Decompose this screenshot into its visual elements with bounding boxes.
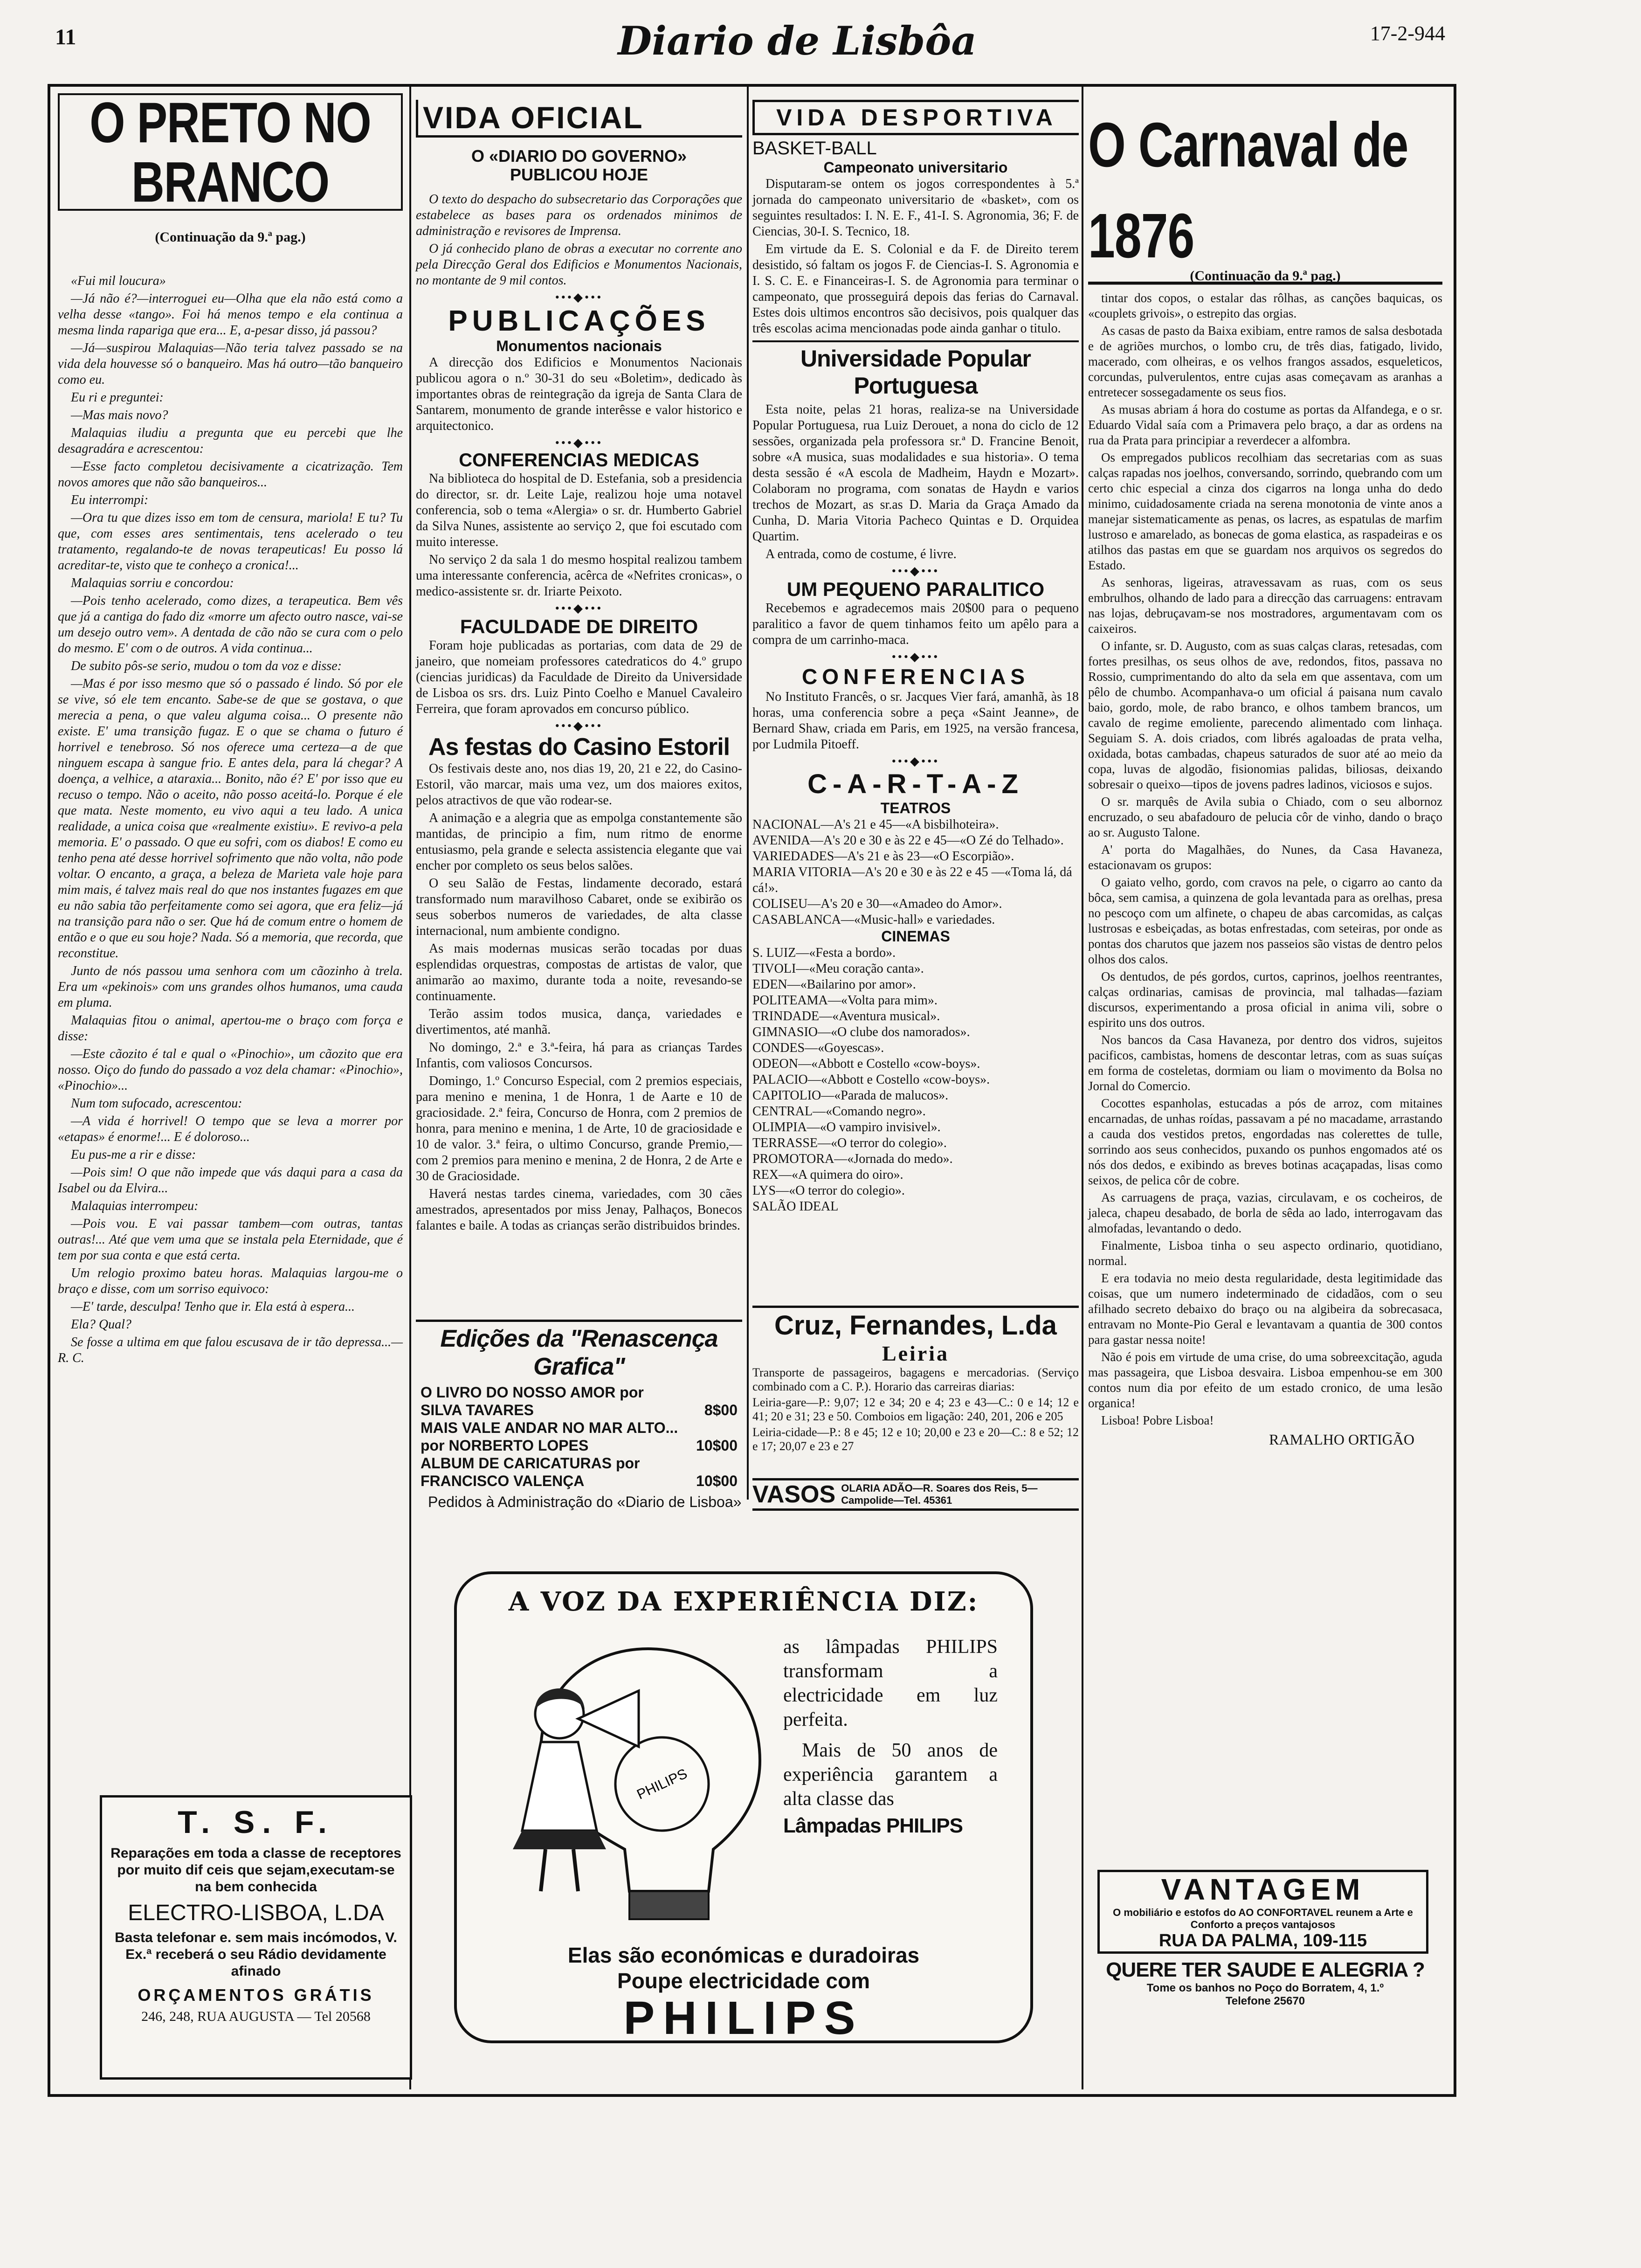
preto-body: [58, 273, 403, 1366]
cinema-item: REX—«A quimera do oiro».: [752, 1168, 903, 1182]
philips-body: [783, 1635, 998, 1838]
preto-paragraph: Num tom sufocado, acrescentou:: [71, 1096, 242, 1111]
carnaval-signature: RAMALHO ORTIGÃO: [1269, 1431, 1414, 1448]
philips-headline: A VOZ DA EXPERIÊNCIA DIZ:: [508, 1586, 979, 1617]
edicoes-title: Edições da "Renascença Grafica": [440, 1325, 718, 1380]
carnaval-title: O Carnaval de 1876: [1088, 100, 1442, 285]
carnaval-continuation: (Continuação da 9.ª pag.): [1190, 268, 1341, 284]
cinema-item: TIVOLI—«Meu coração canta».: [752, 961, 924, 976]
cruz-line2: Leiria-cidade—P.: 8 e 45; 12 e 10; 20,00 e 23 e 20—C.: 8 e 52; 12 e 17; 20,07 e 23 e 27: [752, 1425, 1079, 1453]
teatro-item: AVENIDA—A's 20 e 30 e às 22 e 45—«O Zé do Telhado».: [752, 833, 1064, 848]
cinema-item: CAPITOLIO—«Parada de malucos».: [752, 1088, 949, 1103]
column-rule: [1082, 87, 1083, 2089]
bulb-label: PHILIPS: [634, 1766, 690, 1803]
edicoes-row: [416, 1454, 742, 1490]
cinema-item: EDEN—«Bailarino por amor».: [752, 977, 916, 992]
saude-title: QUERE TER SAUDE E ALEGRIA ?: [1106, 1958, 1425, 1981]
column-vida-oficial: [416, 100, 742, 1236]
preto-paragraph: Eu pus-me a rir e disse:: [71, 1148, 196, 1162]
cinema-item: CONDES—«Goyescas».: [752, 1041, 884, 1055]
column-rule: [747, 87, 749, 1500]
cinema-item: OLIMPIA—«O vampiro invisivel».: [752, 1120, 941, 1134]
masthead: Diario de Lisbôa: [618, 18, 977, 64]
philips-body1: as lâmpadas PHILIPS transformam a electricidade em luz perfeita.: [783, 1636, 998, 1730]
conferencias-medicas-title: CONFERENCIAS MEDICAS: [459, 450, 699, 470]
cinema-item: TRINDADE—«Aventura musical».: [752, 1009, 940, 1023]
estoril-paragraph: Os festivais deste ano, nos dias 19, 20, 21 e 22, do Casino-Estoril, vão marcar, mais uma vez, um dos maiores exitos, pelos atractivos de que vão rodear-se.: [416, 761, 742, 808]
estoril-title: As festas do Casino Estoril: [428, 733, 730, 761]
preto-paragraph: Se fosse a ultima em que falou escusava de ir tão depressa...—R. C.: [58, 1335, 403, 1365]
carnaval-paragraph: A' porta do Magalhães, do Nunes, da Casa Havaneza, estacionavam os grupos:: [1088, 843, 1442, 872]
universidade-text: [752, 402, 1079, 562]
conferencias-medicas-p1: Na biblioteca do hospital de D. Estefania, sob a presidencia do director, sr. dr. Leite Laje, realizou hoje uma notavel conferencia, sob o tema «Alergia» o sr. dr. Humberto Gabriel da Silva Nunes, assistente ao serviço 2, que foi escutado com muito interesse.: [416, 471, 742, 549]
cinema-item: S. LUIZ—«Festa a bordo».: [752, 946, 896, 960]
saude-ad: [1088, 1958, 1442, 2008]
ornament: •••◆•••: [555, 602, 603, 615]
vasos-word: VASOS: [752, 1481, 836, 1508]
paralitico-title: UM PEQUENO PARALITICO: [786, 578, 1045, 600]
vida-oficial-title-box: [416, 100, 742, 138]
carnaval-body: [1088, 290, 1442, 1428]
column-vida-desportiva: [752, 100, 1079, 1215]
cinema-item: CENTRAL—«Comando negro».: [752, 1104, 926, 1119]
ornament: •••◆•••: [555, 719, 603, 733]
edicoes-footer: Pedidos à Administração do «Diario de Lisboa»: [428, 1494, 742, 1510]
vida-oficial-sub: O «DIARIO DO GOVERNO» PUBLICOU HOJE: [471, 146, 687, 184]
faculdade-text: [416, 638, 742, 717]
teatro-item: VARIEDADES—A's 21 e às 23—«O Escorpião».: [752, 849, 1014, 864]
universidade-p2: A entrada, como de costume, é livre.: [765, 547, 957, 561]
carnaval-paragraph: Os empregados publicos recolhiam das secretarias com as suas calças rapadas nos joelhos, conversando, sorrindo, quebrando com um certo chic especial a cinza dos cigarros na longa unha do dedo minimo, cuidadosamente criada na serena monotonia de vinte anos a manejar sistematicamente as penas, os lacres, as espatulas de marfim lustroso e amarelado, as bonecas de goma elastica, as raspadeiras e os atilhos das pastas em que se guardam nos arquivos os segredos do Estado.: [1088, 450, 1442, 572]
cinema-item: PALACIO—«Abbott e Costello «cow-boys».: [752, 1072, 990, 1087]
philips-ad: [454, 1571, 1033, 2043]
preto-paragraph: Eu ri e preguntei:: [71, 390, 164, 405]
faculdade-title: FACULDADE DE DIREITO: [460, 615, 698, 637]
edicoes-row-label: MAIS VALE ANDAR NO MAR ALTO... por NORBERTO LOPES: [421, 1419, 678, 1454]
preto-paragraph: —Esse facto completou decisivamente a cicatrização. Tem novos amores que não são banqueiros...: [58, 459, 403, 490]
preto-paragraph: —Mas mais novo?: [71, 408, 168, 422]
cruz-text: Transporte de passageiros, bagagens e mercadorias. (Serviço combinado com a C. P.). Horario das carreiras diarias:: [752, 1366, 1079, 1393]
conferencias-text: [752, 689, 1079, 753]
cruz-city: Leiria: [882, 1341, 950, 1365]
universidade-p1: Esta noite, pelas 21 horas, realiza-se na Universidade Popular Portuguesa, rua Luiz Derouet, a nona do ciclo de 12 sessões, organizada pela professora sr.ª D. Francine Benoit, sobre «A musica, suas modalidades e sua historia». O tema desta sessão é «A escola de Madheim, Haydn e Mozart». Colaboram no programa, com sonatas de Haydn e varios trechos de Mozart, as sr.as D. Maria da Graça Amado da Cunha, D. Maria Vitoria Pacheco Quintas e D. Orquidea Quartim.: [752, 402, 1079, 544]
teatros-list: [752, 817, 1079, 928]
edicoes-row-price: 10$00: [696, 1473, 738, 1489]
preto-paragraph: —Já—suspirou Malaquias—Não teria talvez passado se na vida dela houvesse só o banqueiro. Mas há outro—tão banqueiro como eu.: [58, 341, 403, 387]
cinema-item: SALÃO IDEAL: [752, 1199, 839, 1214]
conferencias-medicas-p2: No serviço 2 da sala 1 do mesmo hospital realizou tambem uma interessante conferencia, acêrca de «Nefrites cronicas», o medico-assistente sr. dr. Iriarte Peixoto.: [416, 553, 742, 599]
teatro-item: COLISEU—A's 20 e 30—«Amadeo do Amor».: [752, 897, 1002, 911]
paralitico-text: [752, 601, 1079, 648]
estoril-paragraph: Domingo, 1.º Concurso Especial, com 2 premios especiais, para menino e menina, 1 de Honra, 1 de Aarte e 10 de graciosidade. 2.ª feira, Concurso de Honra, com 2 premios de honra, para menino e menina, 1 de Arte, 10 de graciosidade e 10 de valor. 3.ª feira, o ultimo Concurso, grande Premio,—com 2 premios para menino e menina, 2 de Honra, 2 de Arte e 30 de Graciosidade.: [416, 1074, 742, 1183]
estoril-paragraph: Haverá nestas tardes cinema, variedades, com 30 cães amestrados, apresentados por miss Jenay, Palhaços, Bonecos falantes e baile. A todas as crianças serão distribuidos brindes.: [416, 1187, 742, 1233]
carnaval-paragraph: O sr. marquês de Avila subia o Chiado, com o seu albornoz encruzado, o seu abafadouro de pelucia côr de vinho, dando o braço ao sr. Augusto Talone.: [1088, 795, 1442, 839]
article-carnaval: [1088, 100, 1442, 1448]
carnaval-paragraph: tintar dos copos, o estalar das rôlhas, as canções baquicas, os «couplets grivois», o estrepito das orgias.: [1088, 291, 1442, 320]
vida-desportiva-title-box: [752, 100, 1079, 135]
ornament: •••◆•••: [891, 650, 940, 664]
preto-title: O PRETO NO BRANCO: [90, 90, 371, 214]
teatro-item: MARIA VITORIA—A's 20 e 30 e às 22 e 45 —«Toma lá, dá cá!».: [752, 865, 1072, 895]
vida-oficial-p1: O texto do despacho do subsecretario das Corporações que estabelece as bases para os ordenados minimos de administração e revisores de Imprensa.: [416, 192, 742, 238]
bulb-base-icon: [629, 1891, 709, 1919]
conferencias-paragraph: No Instituto Francês, o sr. Jacques Vier fará, amanhã, às 18 horas, uma conferencia sobre a peça «Saint Jeanne», de Bernard Shaw, criada em Paris, em 1925, na versão francesa, por Ludmila Pitoeff.: [752, 690, 1079, 752]
preto-paragraph: —Pois sim! O que não impede que vás daqui para a casa da Isabel ou da Elvira...: [58, 1165, 403, 1196]
carnaval-paragraph: O infante, sr. D. Augusto, com as suas calças claras, retesadas, com fortes presilhas, os seus olhos de ave, redondos, fitos, passava no Rossio, cumprimentando do alto da sela em que assentava, com um pêlo de chumbo. Acompanhava-o um oficial á paisana num cavalo baio, gordo, mole, de rabo branco, e olhos tambem brancos, um cavalo de regime emoliente, parecendo alimentado com linhaça. Seguiam S. A. dois criados, com librés agaloadas de prata velha, oxidada, botas cambadas, chapeus saturados de suor até ao meio da copa, luvas de algodão, fisionomias palidas, biliosas, deixando sobresair o queixo—tipos de jovens padres ladinos, viciosos e sujos.: [1088, 639, 1442, 791]
page-number: 11: [55, 25, 76, 49]
teatros-title: TEATROS: [880, 800, 951, 816]
carnaval-paragraph: Finalmente, Lisboa tinha o seu aspecto ordinario, quotidiano, normal.: [1088, 1238, 1442, 1268]
cinema-item: LYS—«O terror do colegio».: [752, 1183, 905, 1198]
preto-paragraph: —E' tarde, desculpa! Tenho que ir. Ela está à espera...: [71, 1300, 355, 1314]
vida-oficial-title: VIDA OFICIAL: [423, 100, 644, 135]
publicacoes-title: PUBLICAÇÕES: [448, 305, 710, 337]
carnaval-paragraph: Não é pois em virtude de uma crise, do uma sobreexcitação, aguda mas passageira, que Lisboa desvaira. Lisboa empenhou-se em 300 contos num dia por efeito de um estado cronico, de uma lesão organica!: [1088, 1350, 1442, 1410]
vasos-ad: [752, 1478, 1079, 1511]
carnaval-paragraph: E era todavia no meio desta regularidade, desta legitimidade das coisas, que um numero indeterminado de cidadãos, com o seu afilhado secreto debaixo do braço ou na algibeira da sobrecasaca, entravam no Monte-Pio Geral e levantavam a quantia de 300 contos para gastar nessa noite!: [1088, 1271, 1442, 1347]
preto-paragraph: —A vida é horrivel! O tempo que se leva a morrer por «etapas» é enorme!... E é doloroso...: [58, 1114, 403, 1144]
edicoes-ad: [416, 1320, 742, 1510]
preto-paragraph: —Este cãozito é tal e qual o «Pinochio», um cãozito que era nosso. Oiço do fundo do passado a voz dela chamar: «Pinochio», «Pinochio»...: [58, 1047, 403, 1093]
philips-illustration: [490, 1630, 769, 1924]
cinema-item: POLITEAMA—«Volta para mim».: [752, 993, 938, 1008]
estoril-paragraph: No domingo, 2.ª e 3.ª-feira, há para as crianças Tardes Infantis, com valiosos Concursos.: [416, 1040, 742, 1071]
basket-sub: Campeonato universitario: [823, 159, 1008, 176]
vida-oficial-text: [416, 192, 742, 289]
paralitico-paragraph: Recebemos e agradecemos mais 20$00 para o pequeno paralitico a favor de quem tinhamos feito um apêlo para a compra de um carrinho-maca.: [752, 601, 1079, 647]
philips-body2: Mais de 50 anos de experiência garantem a alta classe das: [783, 1740, 998, 1810]
preto-paragraph: De subito pôs-se serio, mudou o tom da voz e disse:: [71, 659, 342, 673]
cinema-item: GIMNASIO—«O clube dos namorados».: [752, 1025, 970, 1039]
estoril-paragraph: Terão assim todos musica, dança, variedades e divertimentos, até manhã.: [416, 1007, 742, 1037]
tsf-text2: Basta telefonar e. sem mais incómodos, V. Ex.ª receberá o seu Rádio devidamente afinado: [115, 1930, 397, 1979]
carnaval-paragraph: As casas de pasto da Baixa exibiam, entre ramos de salsa desbotada e de agriões murchos, o lombo cru, de três dias, fatigado, livido, macerado, com olheiras, e os velhos frangos assados, esqueleticos, corcundas, pulverulentos, entre cujas asas começavam as aranhas a entretecer sossegadamente os seus fios.: [1088, 324, 1442, 399]
cartaz-title: C-A-R-T-A-Z: [807, 769, 1024, 799]
ornament: •••◆•••: [555, 290, 603, 304]
ornament: •••◆•••: [891, 564, 940, 578]
preto-paragraph: Malaquias interrompeu:: [71, 1199, 199, 1213]
edicoes-list: [416, 1383, 742, 1490]
tsf-company: ELECTRO-LISBOA, L.DA: [128, 1901, 384, 1925]
edicoes-row-label: ALBUM DE CARICATURAS por FRANCISCO VALENÇA: [421, 1455, 640, 1489]
column-rule: [409, 87, 411, 2089]
edicoes-row-price: 8$00: [704, 1402, 738, 1418]
edicoes-row-price: 10$00: [696, 1437, 738, 1454]
preto-paragraph: Malaquias iludiu a pregunta que eu percebi que lhe desagradára e acrescentou:: [58, 426, 403, 456]
basket-p2: Em virtude da E. S. Colonial e da F. de Direito terem desistido, só faltam os jogos F. de Ciencias-I. S. Agronomia e I. S. C. E. e Financeiras-I. S. de Agronomia para terminar o campeonato, que prosseguirá depois das ferias do Carnaval. Estes dois ultimos encontros são decisivos, pois qualquer das três escolas acima mencionadas pode ainda ganhar o titulo.: [752, 242, 1079, 336]
cruz-line1: Leiria-gare—P.: 9,07; 12 e 34; 20 e 4; 23 e 43—C.: 0 e 14; 12 e 41; 20 e 31; 23 e 50. Comboios em ligação: 240, 201, 206 e 205: [752, 1396, 1079, 1423]
faculdade-paragraph: Foram hoje publicadas as portarias, com data de 29 de janeiro, que nomeiam professores catedraticos do 4.º grupo (ciencias juridicas) da Faculdade de Direito da Universidade de Lisboa os srs. drs. Luiz Pinto Coelho e Manuel Cavaleiro Ferreira, que foram aprovados em concurso público.: [416, 638, 742, 716]
edicoes-row: [416, 1383, 742, 1419]
preto-paragraph: —Já não é?—interroguei eu—Olha que ela não está como a velha desse «tango». Foi há menos tempo e ela continua a mesma linda rapariga que era... E, a-pesar disso, já passou?: [58, 291, 403, 338]
issue-date: 17-2-944: [1370, 22, 1445, 45]
basket-text: [752, 176, 1079, 337]
tsf-quote: ORÇAMENTOS GRÁTIS: [138, 1985, 374, 2005]
teatro-item: CASABLANCA—«Music-hall» e variedades.: [752, 913, 995, 927]
philips-logo: PHILIPS: [623, 1992, 864, 2043]
carnaval-paragraph: Lisboa! Pobre Lisboa!: [1101, 1413, 1214, 1427]
preto-title-box: [58, 90, 403, 214]
preto-paragraph: Eu interrompi:: [71, 493, 149, 507]
publicacoes-sub: Monumentos nacionais: [496, 338, 662, 354]
preto-paragraph: —Ora tu que dizes isso em tom de censura, mariola! E tu? Tu que, com esses ares sentimentais, tens acelerado o teu tratamento, regalando-te de novas terapeuticas! Eu posso lá acreditar-te, visto que te conheço a cronica!...: [58, 511, 403, 573]
cinema-item: TERRASSE—«O terror do colegio».: [752, 1136, 947, 1150]
preto-paragraph: Um relogio proximo bateu horas. Malaquias largou-me o braço e disse, com um sorriso equivoco:: [58, 1266, 403, 1296]
carnaval-paragraph: Cocottes espanholas, estucadas a pós de arroz, com mitaines encarnadas, de unhas roídas, passavam a pé no macadame, arrastando a cauda dos vestidos pretos, engordadas nas colerettes de tulle, sorrindo aos seus conhecidos, puxando os punhos engomados até os nós dos dedos, e exibindo as breves botinas acaçapadas, lisas como seixos, de pelica côr de cobre.: [1088, 1096, 1442, 1187]
vida-oficial-p2: O já conhecido plano de obras a executar no corrente ano pela Direcção Geral dos Edificios e Monumentos Nacionais, no montante de 9 mil contos.: [416, 242, 742, 288]
vantagem-title: VANTAGEM: [1161, 1873, 1365, 1906]
vantagem-text: O mobiliário e estofos do AO CONFORTAVEL reunem a Arte e Conforto a preços vantajosos: [1113, 1907, 1413, 1930]
preto-paragraph: «Fui mil loucura»: [71, 274, 166, 288]
estoril-paragraph: A animação e a alegria que as empolga constantemente são mantidas, de principio a fim, num ritmo de enorme entusiasmo, pela grande e selecta assistencia elegante que vai encher por completo os seus belos salões.: [416, 811, 742, 873]
tsf-ad: [100, 1795, 412, 2080]
philips-tagline2: Poupe electricidade com: [617, 1969, 870, 1993]
preto-paragraph: —Pois tenho acelerado, como dizes, a terapeutica. Bem vês que já a cantiga do fado diz «morre um afecto outro nasce, vai-se um desejo outro vem». A dentada de cão não se cura com o pelo do mesmo. E' com o de outros. A vida continua...: [58, 594, 403, 656]
estoril-body: [416, 761, 742, 1234]
estoril-paragraph: As mais modernas musicas serão tocadas por duas esplendidas orquestras, compostas de artistas de valor, que animarão ao maximo, durante toda a noite, revesando-se continuamente.: [416, 941, 742, 1003]
vantagem-ad: [1097, 1870, 1428, 1954]
teatro-item: NACIONAL—A's 21 e 45—«A bisbilhoteira».: [752, 817, 999, 832]
basket-section: BASKET-BALL: [752, 138, 877, 159]
carnaval-paragraph: Nos bancos da Casa Havaneza, por dentro dos vidros, sujeitos pacificos, cambistas, homens de descontar letras, com as suas suíças em forma de costeletas, dormiam ou liam o movimento da Bolsa no Jornal do Comercio.: [1088, 1033, 1442, 1093]
article-preto-no-branco: [58, 90, 403, 1368]
basket-p1: Disputaram-se ontem os jogos correspondentes à 5.ª jornada do campeonato universitario de «basket», com os seguintes resultados: I. N. E. F., 41-I. S. Agronomia, 36; F. de Ciencias, 30-I. S. Tecnico, 18.: [752, 177, 1079, 239]
conferencias-title: CONFERENCIAS: [801, 664, 1030, 689]
preto-paragraph: Junto de nós passou uma senhora com um cãozinho à trela. Era um «pekinois» com uns grandes olhos humanos, uma cauda em pluma.: [58, 964, 403, 1010]
vida-desportiva-title: VIDA DESPORTIVA: [776, 104, 1057, 131]
edicoes-row-label: O LIVRO DO NOSSO AMOR por SILVA TAVARES: [421, 1384, 644, 1418]
publicacoes-text: [416, 355, 742, 434]
preto-paragraph: —Pois vou. E vai passar tambem—com outras, tantas outras!... Até que vem uma que se instala pela Eternidade, que é tem por sua conta e que está certa.: [58, 1217, 403, 1263]
carnaval-paragraph: As musas abriam á hora do costume as portas da Alfandega, e o sr. Eduardo Vidal saía com a Primavera pelo braço, a dar as ordens na rua da Prata para principiar a reverdecer a alfombra.: [1088, 402, 1442, 447]
preto-paragraph: Ela? Qual?: [71, 1317, 131, 1332]
philips-tagline1: Elas são económicas e duradoiras: [567, 1943, 920, 1967]
vantagem-address: RUA DA PALMA, 109-115: [1158, 1931, 1367, 1950]
saude-text: Tome os banhos no Poço do Borratem, 4, 1.º Telefone 25670: [1146, 1982, 1384, 2007]
cinemas-title: CINEMAS: [881, 928, 950, 945]
cruz-fernandes-ad: [752, 1306, 1079, 1453]
cinemas-list: [752, 945, 1079, 1215]
estoril-paragraph: O seu Salão de Festas, lindamente decorado, estará transformado num maravilhoso Cabaret, onde se exibirão os seus soberbos numeros de variedades, de alta classe internacional, num ambiente condigno.: [416, 876, 742, 938]
preto-continuation: (Continuação da 9.ª pag.): [155, 229, 306, 245]
philips-brand-line: Lâmpadas PHILIPS: [783, 1814, 963, 1837]
carnaval-paragraph: As carruagens de praça, vazias, circulavam, e os cocheiros, de jaleca, chapeu desabado, de borla de sêda ao lado, interrogavam das almofadas, levantando o dedo.: [1088, 1190, 1442, 1235]
tsf-title: T. S. F.: [178, 1805, 334, 1840]
ornament: •••◆•••: [891, 754, 940, 768]
preto-paragraph: Malaquias fitou o animal, apertou-me o braço com força e disse:: [58, 1013, 403, 1044]
edicoes-row: [416, 1419, 742, 1454]
tsf-text1: Reparações em toda a classe de receptores por muito dif ceis que sejam,executam-se na bem conhecida: [110, 1846, 401, 1895]
cruz-title: Cruz, Fernandes, L.da: [774, 1310, 1057, 1341]
ornament: •••◆•••: [555, 436, 603, 449]
preto-paragraph: Malaquias sorriu e concordou:: [71, 576, 234, 590]
vasos-text: OLARIA ADÃO—R. Soares dos Reis, 5—Campolide—Tel. 45361: [841, 1482, 1038, 1506]
carnaval-paragraph: As senhoras, ligeiras, atravessavam as ruas, com os seus embrulhos, olhando de lado para a direcção das carruagens: entravam nas lojas, debruçavam-se nos mostradores, argumentavam com os caixeiros.: [1088, 575, 1442, 636]
cinema-item: PROMOTORA—«Jornada do medo».: [752, 1152, 953, 1166]
carnaval-paragraph: Os dentudos, de pés gordos, curtos, caprinos, joelhos reentrantes, calças ordinarias, camisas de provincia, mal talhadas—faziam discursos, experimentando a prosa oficial in anima vili, sobre o espirito uns dos outros.: [1088, 969, 1442, 1030]
cinema-item: ODEON—«Abbott e Costello «cow-boys».: [752, 1057, 980, 1071]
preto-paragraph: —Mas é por isso mesmo que só o passado é lindo. Só por ele se vive, só ele tem encanto. Sabe-se de que se gostava, o que merecia a pena, o que valeu alguma coisa... O presente não existe. E' uma transição fugaz. E o que se chama o futuro é horrivel e tenebroso. Só nos oferece uma certeza—a de que ninguem escapa à sangue frio. E antes dela, para lá chegar? A doença, a velhice, a ataraxia... Bonito, não é? E' por isso que eu recuso o tempo. Não o aceito, não posso aceitá-lo. Porque é ele que mata. Neste momento, eu vivo aqui a teu lado. A unica realidade, a unica coisa que «realmente existiu». E revivo-a pela memoria. E' o passado. O que eu sofri, com os diabos! E como eu tenho pena até desse horrivel sofrimento que não volta, não pode voltar. O encanto, a graça, a beleza de Marieta vale hoje para mim mais, é talvez mais real do que nos instantes fugazes em que eu não sabia tão perfeitamente como sei agora, que era feliz—já na transição para não o ser. Que há de comum entre o homem de então e o que eu sou hoje? Nada. Só a memoria, que recorda, que reconstitue.: [58, 677, 403, 961]
publicacoes-paragraph: A direcção dos Edificios e Monumentos Nacionais publicou agora o n.º 30-31 do seu «Boletim», dedicado às importantes obras de reintegração da igreja de Santa Clara de Santarem, monumento de grande interêsse e valor historico e arquitectonico.: [416, 355, 742, 433]
universidade-title: Universidade Popular Portuguesa: [800, 346, 1031, 399]
conferencias-medicas-text: [416, 471, 742, 600]
carnaval-paragraph: O gaiato velho, gordo, com cravos na pele, o cigarro ao canto da bôca, sem camisa, a quinzena de gola levantada para as orelhas, presa no pescoço com um alfinete, o chapeu de abas carcomidas, as calças lustrosas e esbeiçadas, as botas enfrestadas, com seteiras, por onde as pontas dos charutos que jazem nos passeios são vistas de dentro pelos olhos dos calos.: [1088, 875, 1442, 966]
tsf-address: 246, 248, RUA AUGUSTA — Tel 20568: [141, 2009, 371, 2024]
